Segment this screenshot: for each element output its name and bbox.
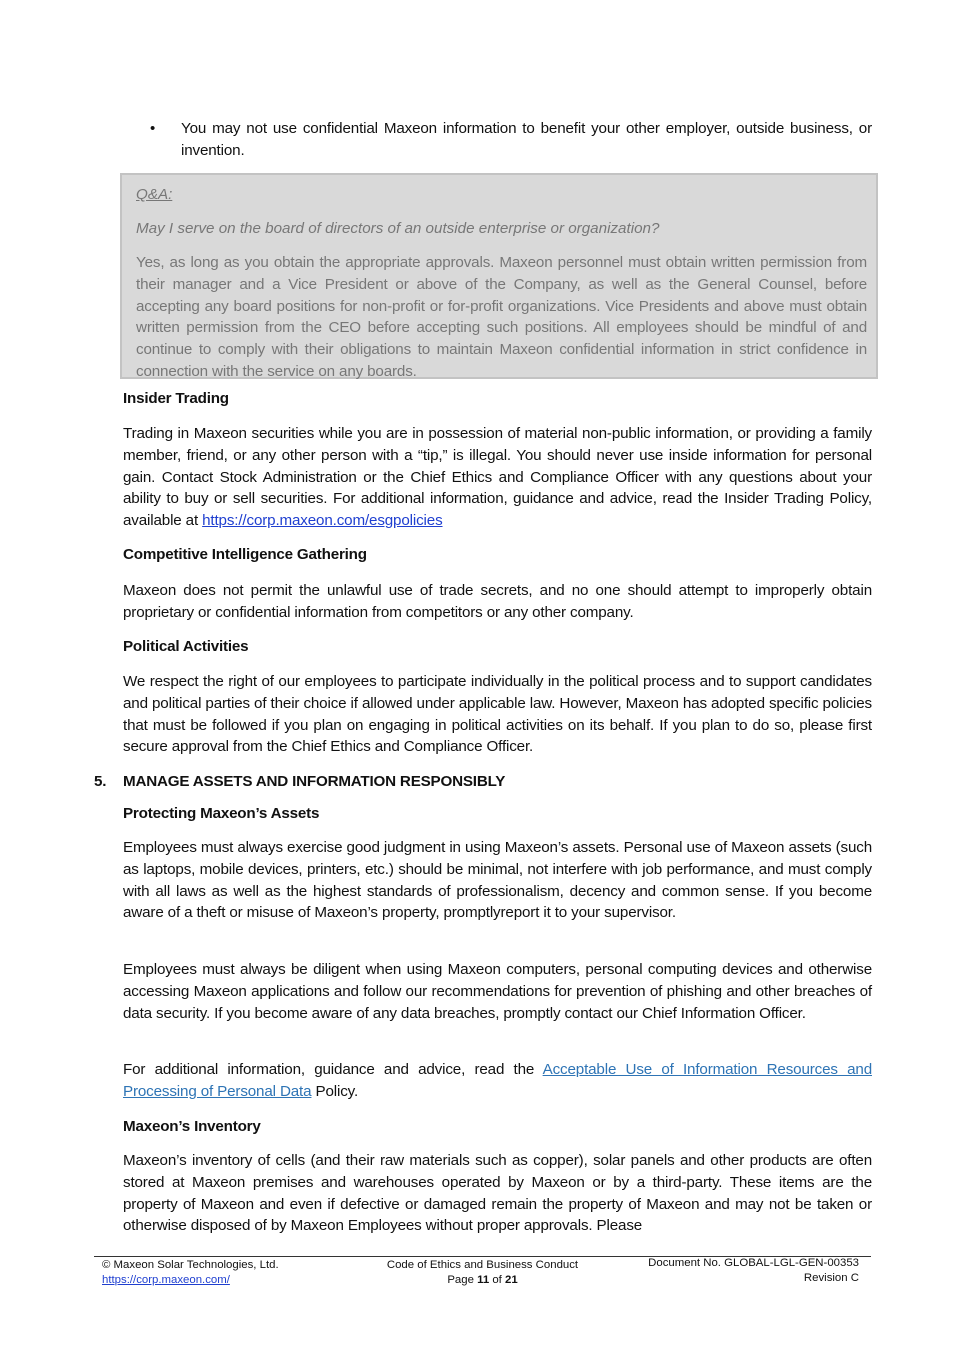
page-prefix: Page [447,1274,478,1286]
footer-revision: Revision C [803,1272,859,1284]
section-title: MANAGE ASSETS AND INFORMATION RESPONSIBLY [123,773,506,790]
footer-right [600,1256,859,1286]
esg-policies-link[interactable]: https://corp.maxeon.com/esgpolicies [202,512,443,530]
para-3-prefix: For additional information, guidance and advice, read the [123,1061,543,1078]
footer-doc-number: Document No. GLOBAL-LGL-GEN-00353 [648,1257,859,1269]
heading-protecting-assets: Protecting Maxeon’s Assets [123,805,320,822]
footer-page-number [360,1273,605,1288]
page-current: 11 [477,1274,490,1286]
qa-box [120,173,878,379]
heading-competitive-intelligence: Competitive Intelligence Gathering [123,546,367,563]
acceptable-use-policy-link[interactable]: Acceptable Use of Information Resources and Processing of Personal Data [123,1061,872,1100]
protecting-assets-para-2: Employees must always be diligent when using Maxeon computers, personal computing devices and otherwise accessing Maxeon applications and follow our recommendations for prevention of phishing and other breaches of data security. If you become aware of any data breaches, promptly contact our Chief Information Officer. [123,961,872,1022]
inventory-body: Maxeon’s inventory of cells (and their raw materials such as copper), solar panels and other products are often stored at Maxeon premises and warehouses operated by Maxeon or by a third-party. These items are the property of Maxeon and even if defective or damaged remain the property of Maxeon and may not be taken or otherwise disposed of by Maxeon Employees without proper approvals. Please [123,1152,872,1235]
section-number: 5. [94,773,107,790]
protecting-assets-para-1: Employees must always exercise good judgment in using Maxeon’s assets. Personal use of Maxeon assets (such as laptops, mobile devices, printers, etc.) should be minimal, not interfere with job performance, and must comply with all laws as well as the highest standards of professionalism, decency and common sense. If you become aware of a theft or misuse of Maxeon’s property, promptlyreport it to your supervisor. [123,839,872,922]
qa-question: May I serve on the board of directors of an outside enterprise or organization? [136,220,660,237]
competitive-intelligence-body: Maxeon does not permit the unlawful use of trade secrets, and no one should attempt to improperly obtain proprietary or confidential information from competitors or any other company. [123,582,872,621]
insider-trading-text: Trading in Maxeon securities while you are in possession of material non-public information, or providing a family member, friend, or any other person with a “tip,” is illegal. You should never use inside information for personal gain. Contact Stock Administration or the Chief Ethics and Compliance Officer with any questions about your ability to buy or sell securities. For additional information, guidance and advice, read the Insider Trading Policy, available at [123,425,872,530]
political-activities-body: We respect the right of our employees to participate individually in the political process and to support candidates and political parties of their choice if allowed under applicable law. However, Maxeon has adopted specific policies that must be followed if you plan on engaging in political activities on its behalf. If you plan to do so, please first secure approval from the Chief Ethics and Compliance Officer. [123,673,872,756]
page-of: of [489,1274,505,1286]
section-5-heading [94,771,505,793]
footer-doc-title: Code of Ethics and Business Conduct [386,1259,579,1271]
heading-insider-trading: Insider Trading [123,390,229,407]
bullet-icon: • [150,120,156,137]
footer-left [102,1258,279,1288]
qa-label: Q&A: [136,186,173,203]
heading-inventory: Maxeon’s Inventory [123,1118,261,1135]
heading-political-activities: Political Activities [123,638,249,655]
footer-website-link[interactable]: https://corp.maxeon.com/ [102,1274,230,1286]
page-total: 21 [505,1274,518,1286]
para-3-suffix: Policy. [311,1082,359,1100]
footer-copyright: © Maxeon Solar Technologies, Ltd. [102,1259,279,1271]
footer-center [360,1258,605,1288]
bullet-text: You may not use confidential Maxeon information to benefit your other employer, outside business, or invention. [181,120,872,159]
insider-trading-body [123,423,872,532]
qa-answer: Yes, as long as you obtain the appropriate approvals. Maxeon personnel must obtain written permission from their manager and a Vice President or above of the Company, as well as the General Counsel, before accepting any board positions for non-profit or for-profit organizations. Vice Presidents and above must obtain written permission from the CEO before accepting such positions. All employees should be mindful of and continue to comply with their obligations to maintain Maxeon confidential information in strict confidence in connection with the service on any boards. [136,254,867,380]
protecting-assets-para-3 [123,1059,872,1103]
